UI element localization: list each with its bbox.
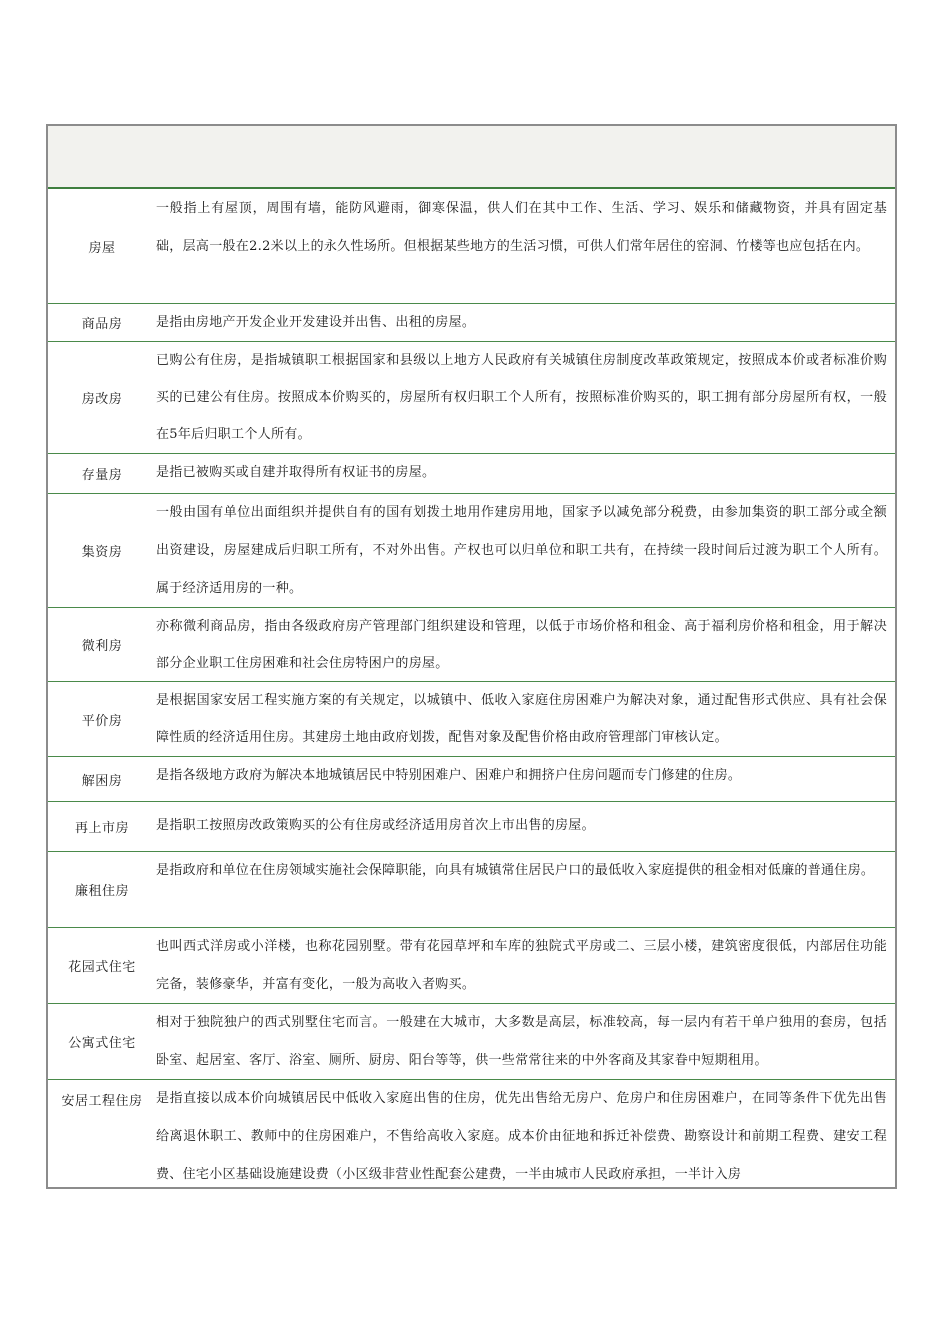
definition-cell: 相对于独院独户的西式别墅住宅而言。一般建在大城市，大多数是高层，标准较高，每一层内有若干单户独用的套房，包括卧室、起居室、客厅、浴室、厕所、厨房、阳台等等，供一些常常往来的中外客商及其家眷中短期租用。 <box>156 1015 887 1068</box>
definition-cell: 是指直接以成本价向城镇居民中低收入家庭出售的住房，优先出售给无房户、危房户和住房困难户，在同等条件下优先出售给离退休职工、教师中的住房困难户，不售给高收入家庭。成本价由征地和拆迁补偿费、勘察设计和前期工程费、建安工程费、住宅小区基础设施建设费（小区级非营业性配套公建费，一半由城市人民政府承担，一半计入房 <box>156 1091 887 1182</box>
table-row <box>48 757 895 802</box>
term-cell: 商品房 <box>81 317 123 332</box>
term-cell: 平价房 <box>81 713 123 729</box>
term-cell: 房屋 <box>88 240 116 256</box>
definition-cell: 是指政府和单位在住房领域实施社会保障职能，向具有城镇常住居民户口的最低收入家庭提供的租金相对低廉的普通住房。 <box>156 863 875 878</box>
table-row <box>48 802 895 852</box>
definitions-table <box>46 124 897 1189</box>
definition-cell: 一般指上有屋顶，周围有墙，能防风避雨，御寒保温，供人们在其中工作、生活、学习、娱乐和储藏物资，并具有固定基础，层高一般在2.2米以上的永久性场所。但根据某些地方的生活习惯，可供人们常年居住的窑洞、竹楼等也应包括在内。 <box>156 201 887 254</box>
definition-cell: 是根据国家安居工程实施方案的有关规定，以城镇中、低收入家庭住房困难户为解决对象，通过配售形式供应、具有社会保障性质的经济适用住房。其建房土地由政府划拨，配售对象及配售价格由政府管理部门审核认定。 <box>156 693 887 745</box>
definition-cell: 是指已被购买或自建并取得所有权证书的房屋。 <box>156 465 436 480</box>
table-row <box>48 454 895 494</box>
term-cell: 微利房 <box>81 639 123 654</box>
definition-cell: 是指职工按照房改政策购买的公有住房或经济适用房首次上市出售的房屋。 <box>156 818 595 833</box>
table-header <box>48 126 895 189</box>
definition-cell: 已购公有住房，是指城镇职工根据国家和县级以上地方人民政府有关城镇住房制度改革政策规定，按照成本价或者标准价购买的已建公有住房。按照成本价购买的，房屋所有权归职工个人所有，按照标准价购买的，职工拥有部分房屋所有权，一般在5年后归职工个人所有。 <box>156 353 887 442</box>
table-row <box>48 304 895 342</box>
table-row <box>48 342 895 454</box>
term-cell: 存量房 <box>81 468 123 483</box>
term-cell: 集资房 <box>81 545 123 560</box>
definition-cell: 一般由国有单位出面组织并提供自有的国有划拨土地用作建房用地，国家予以减免部分税费，由参加集资的职工部分或全额出资建设，房屋建成后归职工所有，不对外出售。产权也可以归单位和职工共有，在持续一段时间后过渡为职工个人所有。属于经济适用房的一种。 <box>156 505 887 596</box>
table-row <box>48 189 895 304</box>
definition-cell: 是指各级地方政府为解决本地城镇居民中特别困难户、困难户和拥挤户住房问题而专门修建的住房。 <box>156 768 742 783</box>
table-row <box>48 494 895 608</box>
term-cell: 安居工程住房 <box>61 1093 143 1109</box>
table-row <box>48 928 895 1004</box>
table-row <box>48 1004 895 1080</box>
term-cell: 再上市房 <box>74 821 129 836</box>
term-cell: 廉租住房 <box>74 884 129 899</box>
table-row <box>48 682 895 757</box>
definition-cell: 是指由房地产开发企业开发建设并出售、出租的房屋。 <box>156 315 476 330</box>
term-cell: 房改房 <box>81 392 123 407</box>
definition-cell: 亦称微利商品房，指由各级政府房产管理部门组织建设和管理，以低于市场价格和租金、高于福利房价格和租金，用于解决部分企业职工住房困难和社会住房特困户的房屋。 <box>156 619 887 671</box>
term-cell: 花园式住宅 <box>68 960 136 975</box>
table-row <box>48 1080 895 1190</box>
term-cell: 解困房 <box>81 773 123 789</box>
definition-cell: 也叫西式洋房或小洋楼，也称花园别墅。带有花园草坪和车库的独院式平房或二、三层小楼，建筑密度很低，内部居住功能完备，装修豪华，并富有变化，一般为高收入者购买。 <box>156 939 887 992</box>
term-cell: 公寓式住宅 <box>68 1036 136 1051</box>
table-row <box>48 608 895 682</box>
table-row <box>48 852 895 928</box>
